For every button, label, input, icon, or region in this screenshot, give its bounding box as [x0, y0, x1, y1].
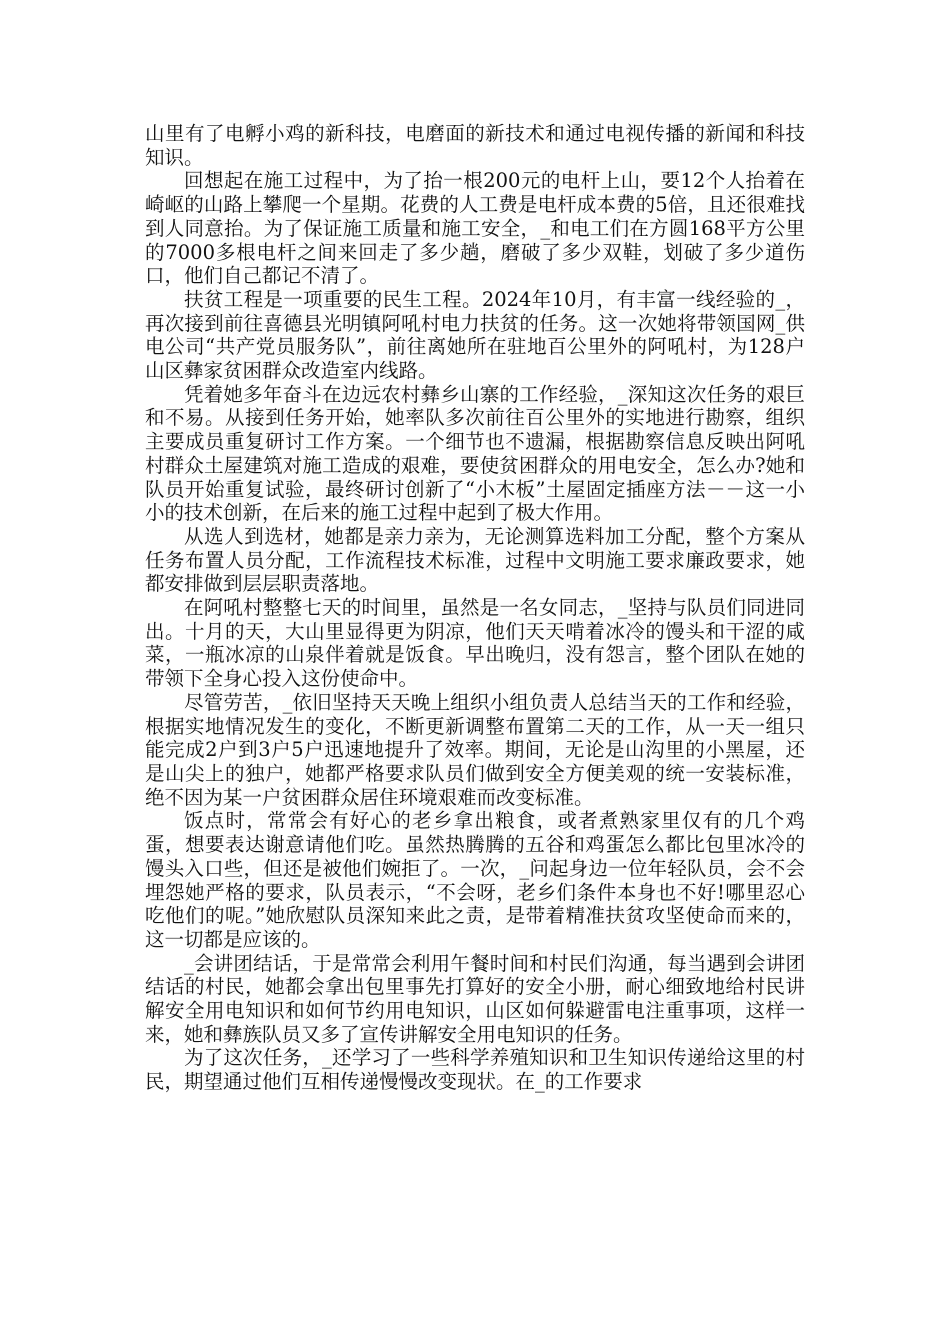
paragraph-7: 尽管劳苦，_依旧坚持天天晚上组织小组负责人总结当天的工作和经验，根据实地情况发生的变化，不断更新调整布置第二天的工作，从一天一组只能完成2户到3户5户迅速地提升了效率。期间，无论是山沟里的小黑屋，还是山尖上的独户，她都严格要求队员们做到安全方便美观的统一安装标准，绝不因为某一户贫困群众居住环境艰难而改变标准。: [145, 690, 805, 809]
paragraph-9: _会讲团结话，于是常常会利用午餐时间和村民们沟通，每当遇到会讲团结话的村民，她都会拿出包里事先打算好的安全小册，耐心细致地给村民讲解安全用电知识和如何节约用电知识，山区如何躲避雷电注重事项，这样一来，她和彝族队员又多了宣传讲解安全用电知识的任务。: [145, 951, 805, 1046]
paragraph-3: 扶贫工程是一项重要的民生工程。2024年10月，有丰富一线经验的_，再次接到前往喜德县光明镇阿吼村电力扶贫的任务。这一次她将带领国网_供电公司“共产党员服务队”，前往离她所在驻地百公里外的阿吼村，为128户山区彝家贫困群众改造室内线路。: [145, 287, 805, 383]
paragraph-4: 凭着她多年奋斗在边远农村彝乡山寨的工作经验，_深知这次任务的艰巨和不易。从接到任务开始，她率队多次前往百公里外的实地进行勘察，组织主要成员重复研讨工作方案。一个细节也不遗漏，根据勘察信息反映出阿吼村群众土屋建筑对施工造成的艰难，要使贫困群众的用电安全，怎么办?她和队员开始重复试验，最终研讨创新了“小木板”土屋固定插座方法－－这一小小的技术创新，在后来的施工过程中起到了极大作用。: [145, 382, 805, 525]
paragraph-10: 为了这次任务，_还学习了一些科学养殖知识和卫生知识传递给这里的村民，期望通过他们互相传递慢慢改变现状。在_的工作要求: [145, 1046, 805, 1094]
paragraph-8: 饭点时，常常会有好心的老乡拿出粮食，或者煮熟家里仅有的几个鸡蛋，想要表达谢意请他们吃。虽然热腾腾的五谷和鸡蛋怎么都比包里冰冷的馒头入口些，但还是被他们婉拒了。一次，_问起身边一位年轻队员，会不会埋怨她严格的要求，队员表示，“不会呀，老乡们条件本身也不好!哪里忍心吃他们的呢。”她欣慰队员深知来此之责，是带着精准扶贫攻坚使命而来的，这一切都是应该的。: [145, 809, 805, 951]
paragraph-1: 山里有了电孵小鸡的新科技，电磨面的新技术和通过电视传播的新闻和科技知识。: [145, 122, 805, 169]
document-body: [145, 122, 805, 1094]
paragraph-5: 从选人到选材，她都是亲力亲为，无论测算选料加工分配，整个方案从任务布置人员分配，工作流程技术标准，过程中文明施工要求廉政要求，她都安排做到层层职责落地。: [145, 524, 805, 596]
paragraph-2: 回想起在施工过程中，为了抬一根200元的电杆上山，要12个人抬着在崎岖的山路上攀爬一个星期。花费的人工费是电杆成本费的5倍，且还很难找到人同意抬。为了保证施工质量和施工安全，_和电工们在方圆168平方公里的7000多根电杆之间来回走了多少趟，磨破了多少双鞋，划破了多少道伤口，他们自己都记不清了。: [145, 169, 805, 288]
paragraph-6: 在阿吼村整整七天的时间里，虽然是一名女同志，_坚持与队员们同进同出。十月的天，大山里显得更为阴凉，他们天天啃着冰冷的馒头和干涩的咸菜，一瓶冰凉的山泉伴着就是饭食。早出晚归，没有怨言，整个团队在她的带领下全身心投入这份使命中。: [145, 596, 805, 691]
